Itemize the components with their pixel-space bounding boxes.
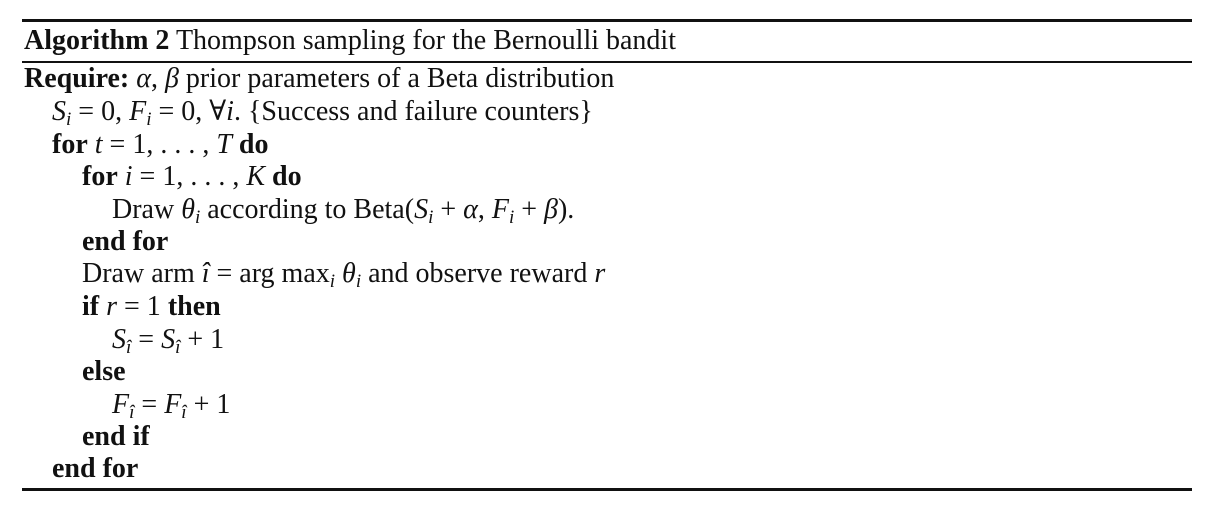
sub-i: i bbox=[146, 109, 152, 130]
init-dot: . bbox=[233, 96, 248, 127]
according-text: according to Beta( bbox=[200, 194, 415, 225]
require-text: prior parameters of a Beta distribution bbox=[185, 63, 615, 94]
sub-i-hat: î bbox=[175, 337, 181, 358]
argmax-text: = arg max bbox=[209, 258, 330, 289]
comma: , bbox=[477, 194, 492, 225]
comma: , bbox=[150, 63, 158, 94]
sub-i: i bbox=[194, 207, 201, 228]
sub-i: i bbox=[329, 271, 336, 292]
sub-i: i bbox=[428, 207, 434, 228]
plus-one: + 1 bbox=[180, 324, 225, 355]
theta-symbol: θ bbox=[335, 258, 356, 289]
var-s: S bbox=[161, 324, 176, 355]
beta-symbol: β bbox=[544, 194, 558, 225]
do-keyword: do bbox=[272, 161, 302, 192]
for-keyword: for bbox=[52, 129, 88, 160]
sub-i-hat: î bbox=[129, 402, 135, 423]
var-i-hat: î bbox=[201, 258, 210, 289]
var-s: S bbox=[112, 324, 126, 355]
range: = 1, . . . , bbox=[102, 129, 217, 160]
plus: + bbox=[433, 194, 464, 225]
line-draw-arm bbox=[82, 257, 605, 291]
plus-one: + 1 bbox=[186, 389, 231, 420]
do-keyword: do bbox=[238, 129, 269, 160]
beta-symbol: β bbox=[164, 63, 179, 94]
var-r: r bbox=[594, 258, 606, 289]
alpha-symbol: α bbox=[463, 194, 478, 225]
init-comment: {Success and failure counters} bbox=[247, 96, 593, 127]
equals: = bbox=[131, 324, 162, 355]
var-i: i bbox=[226, 96, 234, 127]
end-for-keyword: end for bbox=[82, 226, 169, 257]
sub-i-hat: î bbox=[126, 337, 132, 358]
var-s: S bbox=[52, 96, 66, 127]
observe-text: and observe reward bbox=[361, 258, 595, 289]
line-f-update bbox=[112, 388, 230, 422]
sub-i: i bbox=[66, 109, 72, 130]
for-keyword: for bbox=[82, 161, 118, 192]
var-f: F bbox=[129, 96, 147, 127]
line-if bbox=[82, 290, 221, 324]
range: = 1, . . . , bbox=[132, 161, 247, 192]
draw-text: Draw bbox=[112, 194, 182, 225]
line-else bbox=[82, 355, 126, 389]
sub-i: i bbox=[355, 271, 362, 292]
alpha-symbol: α bbox=[136, 63, 151, 94]
sub-i-hat: î bbox=[181, 402, 187, 423]
line-for-i bbox=[82, 160, 302, 194]
line-init bbox=[52, 95, 593, 129]
require-keyword: Require: bbox=[24, 63, 130, 94]
init-eq1: = 0, bbox=[71, 96, 130, 127]
if-keyword: if bbox=[82, 291, 100, 322]
if-condition: = 1 bbox=[117, 291, 168, 322]
end-for-keyword: end for bbox=[52, 453, 139, 484]
var-r: r bbox=[106, 291, 118, 322]
var-f: F bbox=[491, 194, 509, 225]
sub-i: i bbox=[508, 207, 515, 228]
bottom-rule bbox=[22, 488, 1192, 491]
line-require bbox=[24, 62, 614, 96]
end-if-keyword: end if bbox=[82, 421, 150, 452]
var-K: K bbox=[246, 161, 266, 192]
theta-symbol: θ bbox=[181, 194, 195, 225]
algorithm-title: Thompson sampling for the Bernoulli bandit bbox=[175, 25, 676, 56]
draw-arm-text: Draw arm bbox=[82, 258, 202, 289]
var-f: F bbox=[164, 389, 182, 420]
line-for-t bbox=[52, 128, 269, 162]
else-keyword: else bbox=[82, 356, 126, 387]
var-i: i bbox=[124, 161, 133, 192]
equals: = bbox=[134, 389, 165, 420]
line-end-if bbox=[82, 420, 150, 454]
line-end-for-outer bbox=[52, 452, 138, 486]
var-t: t bbox=[94, 129, 103, 160]
then-keyword: then bbox=[167, 291, 221, 322]
init-eq2: = 0, ∀ bbox=[151, 96, 227, 127]
var-T: T bbox=[216, 129, 232, 160]
algorithm-label: Algorithm 2 bbox=[24, 25, 170, 56]
var-f: F bbox=[112, 389, 130, 420]
algorithm-caption bbox=[24, 22, 676, 60]
line-end-for-inner bbox=[82, 225, 168, 259]
line-draw-theta bbox=[112, 193, 574, 227]
close-paren: ). bbox=[557, 194, 575, 225]
plus: + bbox=[514, 194, 545, 225]
line-s-update bbox=[112, 323, 224, 357]
var-s: S bbox=[414, 194, 429, 225]
